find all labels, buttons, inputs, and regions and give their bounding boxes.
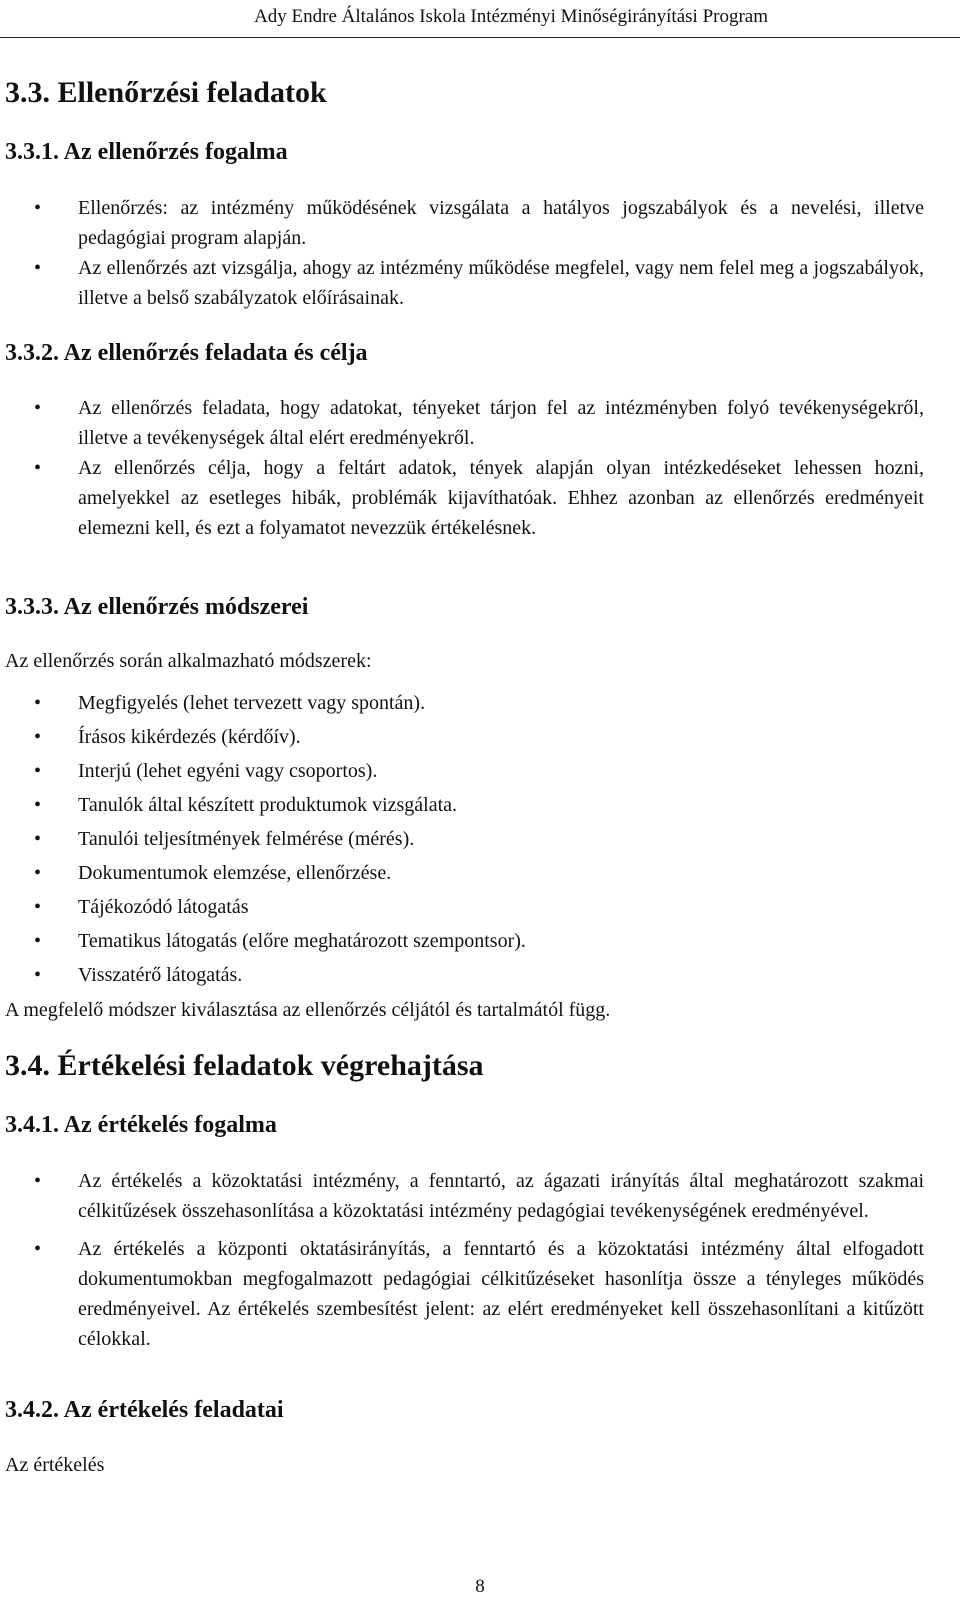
subsection-title-3-4-1: 3.4.1. Az értékelés fogalma: [5, 1112, 277, 1138]
list-item: • Tematikus látogatás (előre meghatározott szempontsor).: [0, 924, 960, 958]
bullet-icon: •: [34, 457, 42, 479]
bullet-icon: •: [34, 964, 42, 986]
methods-intro: Az ellenőrzés során alkalmazható módszerek:: [5, 650, 372, 672]
list-item: • Az ellenőrzés célja, hogy a feltárt adatok, tények alapján olyan intézkedéseket lehessen hozni, amelyekkel az esetleges hibák, problémák kijavíthatóak. Ehhez azonban az ellenőrzés eredményeit elemezni kell, és ezt a folyamatot nevezzük értékelésnek.: [0, 453, 960, 543]
section-title-3-3: 3.3. Ellenőrzési feladatok: [5, 76, 327, 109]
bullet-icon: •: [34, 896, 42, 918]
bullet-icon: •: [34, 397, 42, 419]
list-item: • Az értékelés a közoktatási intézmény, a fenntartó, az ágazati irányítás által meghatározott szakmai célkitűzések összehasonlítása a közoktatási intézmény pedagógiai tevékenységének eredményével.: [0, 1166, 960, 1226]
bullet-icon: •: [34, 1170, 42, 1192]
subsection-title-3-3-3: 3.3.3. Az ellenőrzés módszerei: [5, 594, 309, 620]
list-item: • Tanulói teljesítmények felmérése (mérés).: [0, 822, 960, 856]
subsection-title-3-4-2: 3.4.2. Az értékelés feladatai: [5, 1397, 284, 1423]
bullet-icon: •: [34, 197, 42, 219]
page-header: Ady Endre Általános Iskola Intézményi Minőségirányítási Program: [254, 6, 768, 27]
list-item: • Visszatérő látogatás.: [0, 958, 960, 992]
list-3-3-2: [0, 393, 960, 543]
bullet-icon: •: [34, 692, 42, 714]
subsection-title-3-3-1: 3.3.1. Az ellenőrzés fogalma: [5, 139, 288, 165]
list-item: • Interjú (lehet egyéni vagy csoportos).: [0, 754, 960, 788]
header-divider: [0, 37, 960, 38]
bullet-icon: •: [34, 930, 42, 952]
list-item: • Az értékelés a központi oktatásirányítás, a fenntartó és a közoktatási intézmény által elfogadott dokumentumokban megfogalmazott pedagógiai célkitűzéseket hasonlítja össze a tényleges működés eredményeivel. Az értékelés szembesítést jelent: az elért eredményeket kell összehasonlítani a kitűzött célokkal.: [0, 1234, 960, 1354]
list-item: • Ellenőrzés: az intézmény működésének vizsgálata a hatályos jogszabályok és a nevelési, illetve pedagógiai program alapján.: [0, 193, 960, 253]
list-item: • Tájékozódó látogatás: [0, 890, 960, 924]
list-item: • Megfigyelés (lehet tervezett vagy spontán).: [0, 686, 960, 720]
page-number: 8: [475, 1576, 485, 1597]
bullet-icon: •: [34, 257, 42, 279]
methods-closing: A megfelelő módszer kiválasztása az ellenőrzés céljától és tartalmától függ.: [5, 999, 611, 1021]
methods-list: [0, 686, 960, 992]
list-item: • Tanulók által készített produktumok vizsgálata.: [0, 788, 960, 822]
bullet-icon: •: [34, 862, 42, 884]
bullet-icon: •: [34, 794, 42, 816]
bullet-icon: •: [34, 1238, 42, 1260]
list-3-3-1: [0, 193, 960, 313]
list-item: • Írásos kikérdezés (kérdőív).: [0, 720, 960, 754]
list-3-4-1: [0, 1166, 960, 1354]
list-item: • Az ellenőrzés feladata, hogy adatokat, tényeket tárjon fel az intézményben folyó tevékenységekről, illetve a tevékenységek által elért eredményekről.: [0, 393, 960, 453]
bullet-icon: •: [34, 828, 42, 850]
subsection-title-3-3-2: 3.3.2. Az ellenőrzés feladata és célja: [5, 340, 368, 366]
evaluation-intro: Az értékelés: [5, 1454, 105, 1476]
section-title-3-4: 3.4. Értékelési feladatok végrehajtása: [5, 1049, 484, 1082]
list-item: • Dokumentumok elemzése, ellenőrzése.: [0, 856, 960, 890]
bullet-icon: •: [34, 760, 42, 782]
bullet-icon: •: [34, 726, 42, 748]
list-item: • Az ellenőrzés azt vizsgálja, ahogy az intézmény működése megfelel, vagy nem felel meg a jogszabályok, illetve a belső szabályzatok előírásainak.: [0, 253, 960, 313]
